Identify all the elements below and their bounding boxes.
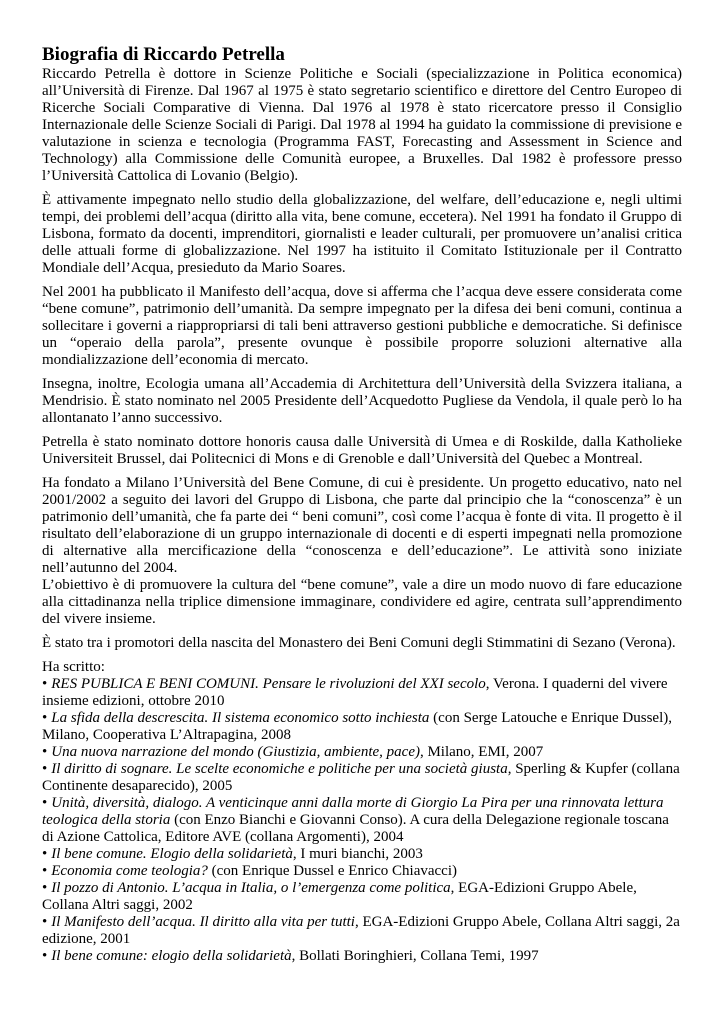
bullet-icon: •: [42, 914, 48, 930]
work-details: (con Serge Latouche e Enrique Dussel), Milano, Cooperativa L’Altrapagina, 2008: [42, 710, 672, 743]
bullet-icon: •: [42, 880, 48, 896]
list-item: [42, 880, 682, 914]
bullet-icon: •: [42, 846, 48, 862]
works-list: [42, 659, 682, 965]
bullet-icon: •: [42, 744, 48, 760]
work-title: Una nuova narrazione del mondo (Giustizia, ambiente, pace): [51, 744, 420, 760]
document-page: [42, 44, 682, 965]
list-item: [42, 795, 682, 846]
paragraph-monastery: È stato tra i promotori della nascita del Monastero dei Beni Comuni degli Stimmatini di Sezano (Verona).: [42, 635, 676, 651]
work-details: , EGA-Edizioni Gruppo Abele, Collana Altri saggi, 2002: [42, 880, 637, 913]
work-title: La sfida della descrescita. Il sistema economico sotto inchiesta: [51, 710, 430, 726]
page-title: Biografia di Riccardo Petrella: [42, 44, 285, 65]
work-details: (con Enrique Dussel e Enrico Chiavacci): [207, 863, 457, 879]
paragraph-teaching: Insegna, inoltre, Ecologia umana all’Accademia di Architettura dell’Università della Svizzera italiana, a Mendrisio. È stato nominato nel 2005 Presidente dell’Acquedotto Pugliese da Vendola, il quale però lo ha allontanato l’anno successivo.: [42, 376, 682, 426]
works-heading: Ha scritto:: [42, 659, 105, 675]
paragraph-education-career: Riccardo Petrella è dottore in Scienze Politiche e Sociali (specializzazione in Politica economica) all’Università di Firenze. Dal 1967 al 1975 è stato segretario scientifico e direttore del Centro Europeo di Ricerche Sociali Comparative di Vienna. Dal 1976 al 1978 è stato ricercatore presso il Consiglio Internazionale delle Scienze Sociali di Parigi. Dal 1978 al 1994 ha guidato la commissione di previsione e valutazione in scienza e tecnologia (Programma FAST, Forecasting and Assessment in Science and Technology) alla Commissione delle Comunità europee, a Bruxelles. Dal 1982 è professore presso l’Università Cattolica di Lovanio (Belgio).: [42, 66, 682, 184]
paragraph-objective: L’obiettivo è di promuovere la cultura del “bene comune”, vale a dire un modo nuovo di fare educazione alla cittadinanza nella triplice dimensione immaginare, condividere ed agire, centrata sull’apprendimento del vivere insieme.: [42, 577, 682, 627]
paragraph-honoris-causa: Petrella è stato nominato dottore honoris causa dalle Università di Umea e di Roskilde, dalla Katholieke Universiteit Brussel, dai Politecnici di Mons e di Grenoble e dall’Università del Quebec a Montreal.: [42, 434, 682, 467]
list-item: [42, 761, 682, 795]
work-details: , Verona. I quaderni del vivere insieme edizioni, ottobre 2010: [42, 676, 668, 709]
work-title: Il pozzo di Antonio. L’acqua in Italia, o l’emergenza come politica: [51, 880, 451, 896]
bullet-icon: •: [42, 710, 48, 726]
bullet-icon: •: [42, 761, 48, 777]
list-item: [42, 744, 682, 761]
bullet-icon: •: [42, 948, 48, 964]
bullet-icon: •: [42, 863, 48, 879]
work-title: Il bene comune. Elogio della solidarietà: [51, 846, 293, 862]
work-title: RES PUBLICA E BENI COMUNI. Pensare le rivoluzioni del XXI secolo: [51, 676, 486, 692]
paragraph-water-manifesto: Nel 2001 ha pubblicato il Manifesto dell’acqua, dove si afferma che l’acqua deve essere considerata come “bene comune”, patrimonio dell’umanità. Da sempre impegnato per la difesa dei beni comuni, continua a sollecitare i governi a riappropriarsi di tali beni attraverso gestioni pubbliche e democratiche. Si definisce un “operaio della parola”, presente ovunque è possibile proporre soluzioni alternative alla mondializzazione dell’economia di mercato.: [42, 284, 682, 368]
list-item: [42, 676, 682, 710]
list-item: [42, 846, 682, 863]
work-title: Economia come teologia?: [51, 863, 208, 879]
bullet-icon: •: [42, 676, 48, 692]
work-details: , Milano, EMI, 2007: [419, 744, 544, 760]
paragraph-university-common-good: Ha fondato a Milano l’Università del Bene Comune, di cui è presidente. Un progetto educativo, nato nel 2001/2002 a seguito dei lavori del Gruppo di Lisbona, che parte dal principio che la “conoscenza” è un patrimonio dell’umanità, che fa parte dei “ beni comuni”, così come l’acqua è fonte di vita. Il progetto è il risultato dell’elaborazione di un gruppo internazionale di docenti e di esperti impegnati nella promozione di alternative alla mercificazione della “conoscenza e dell’educazione”. Le attività sono iniziate nell’autunno del 2004.: [42, 475, 682, 576]
list-item: [42, 710, 682, 744]
paragraph-globalization-work: È attivamente impegnato nello studio della globalizzazione, del welfare, dell’educazione e, negli ultimi tempi, dei problemi dell’acqua (diritto alla vita, bene comune, eccetera). Nel 1991 ha fondato il Gruppo di Lisbona, formato da docenti, imprenditori, giornalisti e leader culturali, per promuovere un’analisi critica delle attuali forme di globalizzazione. Nel 1997 ha istituito il Comitato Istituzionale per il Contratto Mondiale dell’Acqua, presieduto da Mario Soares.: [42, 192, 682, 276]
list-item: [42, 914, 682, 948]
work-title: Il bene comune: elogio della solidarietà: [51, 948, 292, 964]
works-items: [42, 676, 682, 965]
list-item: [42, 863, 682, 880]
work-title: Il Manifesto dell’acqua. Il diritto alla vita per tutti: [51, 914, 355, 930]
work-details: , Sperling & Kupfer (collana Continente desaparecido), 2005: [42, 761, 680, 794]
work-details: , EGA-Edizioni Gruppo Abele, Collana Altri saggi, 2a edizione, 2001: [42, 914, 680, 947]
list-item: [42, 948, 682, 965]
bullet-icon: •: [42, 795, 48, 811]
work-details: , Bollati Boringhieri, Collana Temi, 1997: [291, 948, 539, 964]
work-title: Il diritto di sognare. Le scelte economiche e politiche per una società giusta: [51, 761, 508, 777]
work-title: Unità, diversità, dialogo. A venticinque anni dalla morte di Giorgio La Pira per una rinnovata lettura teologica della storia: [42, 795, 664, 828]
work-details: (con Enzo Bianchi e Giovanni Conso). A cura della Delegazione regionale toscana di Azione Cattolica, Editore AVE (collana Argomenti), 2004: [42, 812, 669, 845]
work-details: , I muri bianchi, 2003: [292, 846, 423, 862]
